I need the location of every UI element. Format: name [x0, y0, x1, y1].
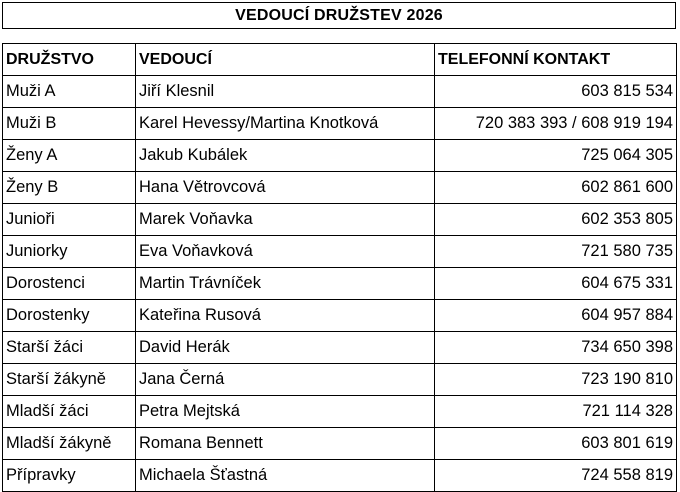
team-cell: Starší žákyně — [3, 364, 136, 396]
leader-cell: Martin Trávníček — [136, 268, 435, 300]
table-row — [3, 460, 677, 492]
phone-cell: 604 675 331 — [435, 268, 677, 300]
phone-cell: 603 815 534 — [435, 76, 677, 108]
leader-cell: David Herák — [136, 332, 435, 364]
table-row — [3, 300, 677, 332]
table-row — [3, 268, 677, 300]
page-title: VEDOUCÍ DRUŽSTEV 2026 — [2, 2, 676, 29]
phone-cell: 602 353 805 — [435, 204, 677, 236]
phone-cell: 721 114 328 — [435, 396, 677, 428]
leader-cell: Karel Hevessy/Martina Knotková — [136, 108, 435, 140]
team-cell: Dorostenci — [3, 268, 136, 300]
column-header-phone: TELEFONNÍ KONTAKT — [435, 44, 677, 76]
team-cell: Ženy B — [3, 172, 136, 204]
team-cell: Přípravky — [3, 460, 136, 492]
table-row — [3, 140, 677, 172]
team-cell: Muži B — [3, 108, 136, 140]
team-cell: Juniorky — [3, 236, 136, 268]
team-cell: Dorostenky — [3, 300, 136, 332]
leader-cell: Hana Větrovcová — [136, 172, 435, 204]
leader-cell: Romana Bennett — [136, 428, 435, 460]
leader-cell: Petra Mejtská — [136, 396, 435, 428]
column-header-leader: VEDOUCÍ — [136, 44, 435, 76]
table-row — [3, 236, 677, 268]
leader-cell: Jakub Kubálek — [136, 140, 435, 172]
table-row — [3, 428, 677, 460]
phone-cell: 723 190 810 — [435, 364, 677, 396]
phone-cell: 725 064 305 — [435, 140, 677, 172]
leader-cell: Eva Voňavková — [136, 236, 435, 268]
team-cell: Ženy A — [3, 140, 136, 172]
table-row — [3, 108, 677, 140]
phone-cell: 602 861 600 — [435, 172, 677, 204]
team-cell: Starší žáci — [3, 332, 136, 364]
phone-cell: 720 383 393 / 608 919 194 — [435, 108, 677, 140]
table-header-row — [3, 44, 677, 76]
phone-cell: 604 957 884 — [435, 300, 677, 332]
table-row — [3, 76, 677, 108]
team-leaders-table — [2, 43, 677, 492]
column-header-team: DRUŽSTVO — [3, 44, 136, 76]
leader-cell: Jiří Klesnil — [136, 76, 435, 108]
table-row — [3, 204, 677, 236]
team-cell: Junioři — [3, 204, 136, 236]
phone-cell: 721 580 735 — [435, 236, 677, 268]
table-row — [3, 396, 677, 428]
table-row — [3, 172, 677, 204]
team-cell: Mladší žáci — [3, 396, 136, 428]
phone-cell: 734 650 398 — [435, 332, 677, 364]
table-row — [3, 332, 677, 364]
team-cell: Mladší žákyně — [3, 428, 136, 460]
leader-cell: Jana Černá — [136, 364, 435, 396]
phone-cell: 724 558 819 — [435, 460, 677, 492]
team-cell: Muži A — [3, 76, 136, 108]
leader-cell: Michaela Šťastná — [136, 460, 435, 492]
phone-cell: 603 801 619 — [435, 428, 677, 460]
leader-cell: Marek Voňavka — [136, 204, 435, 236]
leader-cell: Kateřina Rusová — [136, 300, 435, 332]
table-row — [3, 364, 677, 396]
